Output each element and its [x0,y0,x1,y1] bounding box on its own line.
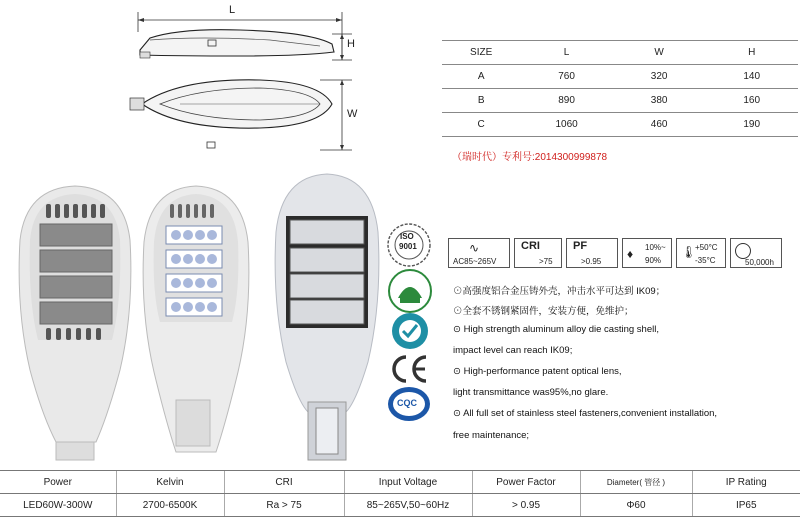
iso-number: 9001 [399,242,417,251]
spec-value-cell: IP65 [692,494,800,517]
ce-mark-icon [386,352,434,386]
description-line: ⊙ High-performance patent optical lens, [453,366,622,377]
voltage-wave-icon: ∿ [469,241,480,255]
size-table [442,40,798,137]
spec-value-cell: LED60W-300W [0,494,116,517]
cri-value: >75 [539,257,553,266]
lifespan-box [730,238,782,268]
size-cell: A [442,65,520,89]
spec-header-cell: Kelvin [116,471,224,494]
size-cell: 890 [520,89,613,113]
size-cell: 1060 [520,113,613,137]
spec-value-cell: 2700-6500K [116,494,224,517]
droplet-icon: ♦ [627,247,634,261]
description-line: free maintenance; [453,430,530,441]
size-cell: B [442,89,520,113]
description-line: ⊙ All full set of stainless steel fasteners,convenient installation, [453,408,718,419]
size-cell: 190 [705,113,798,137]
length-label: L [229,4,236,16]
cqc-label: CQC [397,398,417,408]
table-row [442,113,798,137]
spec-header-cell: Input Voltage [344,471,472,494]
temperature-high: +50°C [695,243,718,252]
size-cell: 160 [705,89,798,113]
thermometer-icon: 🌡 [681,245,697,259]
cri-title: CRI [521,240,540,252]
spec-value-cell: 85~265V,50~60Hz [344,494,472,517]
table-row [442,89,798,113]
spec-header-cell: CRI [224,471,344,494]
size-cell: 140 [705,65,798,89]
size-cell: 320 [613,65,706,89]
size-header-cell: H [705,41,798,65]
size-cell: 460 [613,113,706,137]
table-row [0,494,800,517]
pf-value: >0.95 [581,257,602,266]
size-cell: 380 [613,89,706,113]
quality-badge [386,310,434,352]
spec-header-cell: Diameter( 管径 ) [580,471,692,494]
size-table-header [442,41,798,65]
height-label: H [347,38,355,50]
width-label: W [347,108,358,120]
size-header-cell: SIZE [442,41,520,65]
cri-box [514,238,562,268]
description-line: light transmittance was95%,no glare. [453,387,609,398]
spec-table [0,470,800,517]
spec-value-cell: Ra > 75 [224,494,344,517]
feature-icons [448,238,782,268]
lamp-angled-image [140,182,252,467]
pf-box [566,238,618,268]
voltage-box [448,238,510,268]
temperature-box [676,238,726,268]
table-row [442,65,798,89]
spec-header-row [0,471,800,494]
size-header-cell: W [613,41,706,65]
spec-header-cell: IP Rating [692,471,800,494]
description-line: ⊙全套不锈钢紧固件，安装方便，免维护； [453,306,634,317]
side-view-drawing [120,0,370,160]
temperature-low: -35°C [695,256,716,265]
lamp-front-image [16,180,134,470]
humidity-box [622,238,672,268]
lifespan-value: 50,000h [745,258,774,267]
spec-header-cell: Power Factor [472,471,580,494]
lamp-bottom-image [272,172,382,464]
pf-title: PF [573,240,588,252]
clock-icon [735,243,751,259]
size-header-cell: L [520,41,613,65]
humidity-range-2: 90% [645,256,662,265]
description-line: ⊙高强度铝合金压铸外壳，冲击水平可达到 IK09； [453,286,666,297]
description-line: ⊙ High strength aluminum alloy die casting shell, [453,324,659,335]
size-cell: 760 [520,65,613,89]
spec-value-cell: Φ60 [580,494,692,517]
voltage-value: AC85~265V [453,257,497,266]
size-cell: C [442,113,520,137]
iso-label: ISO [400,232,414,241]
spec-header-cell: Power [0,471,116,494]
patent-number: （瑞时代）专利号:2014300999878 [452,152,608,163]
spec-value-cell: > 0.95 [472,494,580,517]
description-line: impact level can reach IK09; [453,345,573,356]
humidity-range-1: 10%~ [645,243,666,252]
green-product-badge [386,268,434,314]
